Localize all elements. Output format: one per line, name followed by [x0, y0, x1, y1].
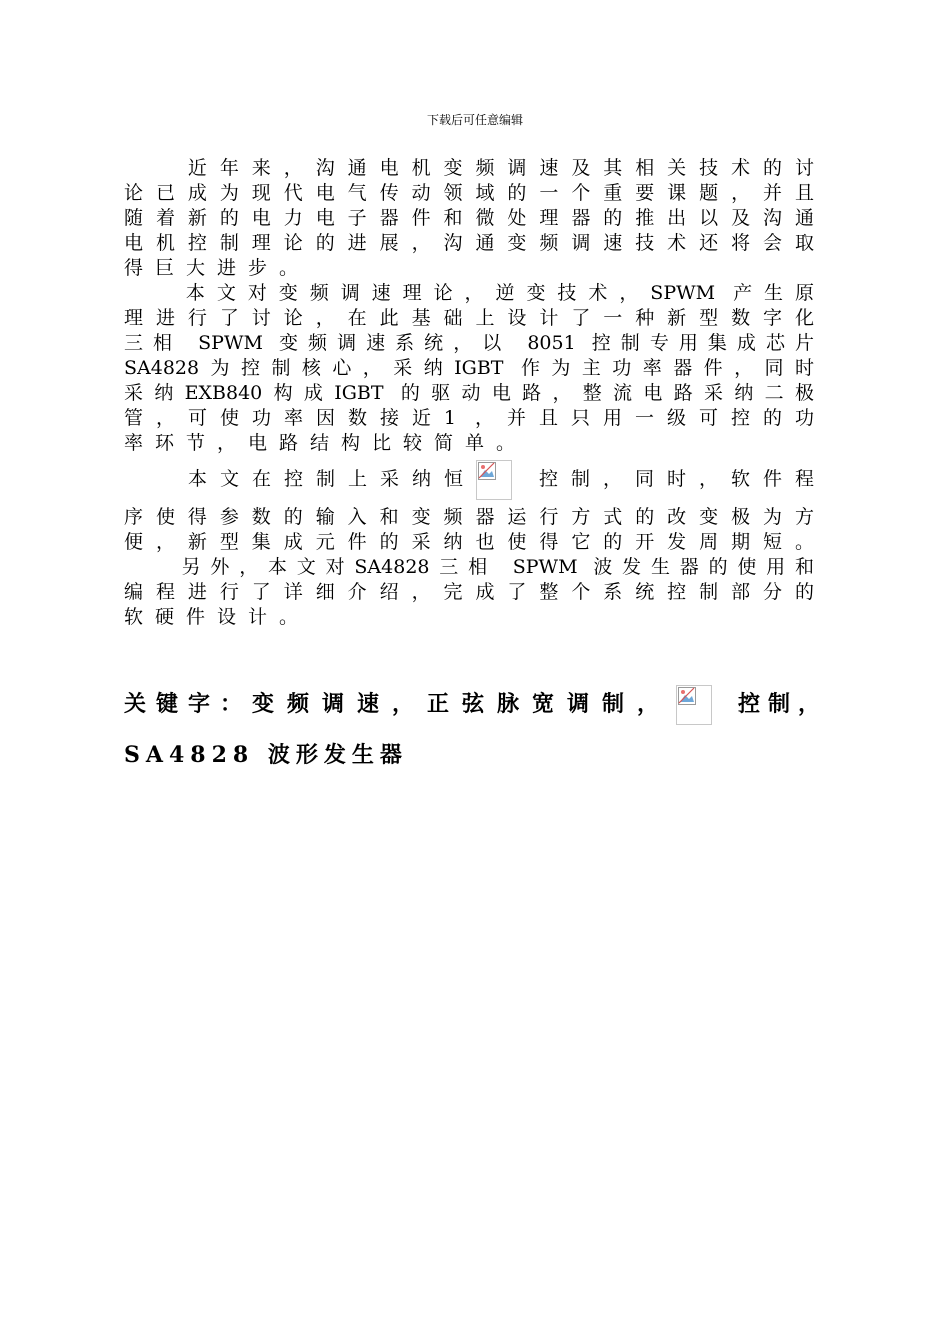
body-text: 本文在控制上采纳恒 [124, 468, 477, 490]
body-line: 软硬件设计。 [124, 606, 311, 628]
keywords-label: 关键字： [124, 691, 253, 717]
body-line: 率环节，电路结构比较简单。 [124, 432, 528, 454]
body-line-with-image [124, 458, 827, 500]
body-line: 随着新的电力电子器件和微处理器的推出以及沟通 [124, 207, 814, 229]
body-line: SA4828为控制核心，采纳IGBT 作为主功率器件，同时 [124, 357, 814, 379]
body-line: 便，新型集成元件的采纳也使得它的开发周期短。 [124, 531, 814, 553]
body-line: 采纳EXB840构成IGBT 的驱动电路，整流电路采纳二极 [124, 382, 814, 404]
page-header: 下载后可任意编辑 [426, 113, 523, 127]
body-line: 编程进行了详细介绍，完成了整个系统控制部分的 [124, 581, 814, 603]
body-line: 得巨大进步。 [124, 257, 311, 279]
body-text: 控制，同时，软件程 [538, 468, 827, 490]
body-line: 本文对变频调速理论，逆变技术，SPWM 产生原 [124, 282, 814, 304]
broken-image-icon [676, 685, 712, 725]
body-line: 三相 SPWM 变频调速系统，以 8051 控制专用集成芯片 [124, 332, 814, 354]
body-line: 近年来，沟通电机变频调速及其相关技术的讨 [124, 157, 814, 179]
keywords-text: 控制， [738, 691, 829, 717]
body-line: 序使得参数的输入和变频器运行方式的改变极为方 [124, 506, 814, 528]
body-line: 理进行了讨论，在此基础上设计了一种新型数字化 [124, 307, 814, 329]
body-line: 管，可使功率因数接近1 ，并且只用一级可控的功 [124, 407, 814, 429]
keywords-line-2: SA4828 波形发生器 [124, 742, 408, 768]
body-line: 论已成为现代电气传动领域的一个重要课题，并且 [124, 182, 814, 204]
body-line: 另外，本文对SA4828三相 SPWM 波发生器的使用和 [124, 556, 814, 578]
keywords-line [124, 683, 828, 725]
keywords-text: 变频调速，正弦脉宽调制， [252, 691, 673, 717]
broken-image-icon [476, 460, 512, 500]
body-line: 电机控制理论的进展，沟通变频调速技术还将会取 [124, 232, 814, 254]
